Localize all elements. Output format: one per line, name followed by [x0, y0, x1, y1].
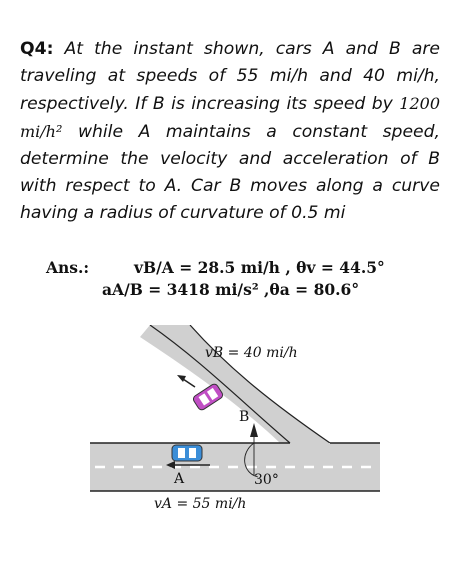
- curved-road: [140, 325, 330, 443]
- point-b-label: B: [239, 409, 250, 425]
- problem-figure: [80, 325, 380, 520]
- vb-label: vB = 40 mi/h: [205, 345, 298, 361]
- answer-label: Ans.:: [46, 258, 90, 277]
- car-a: [172, 445, 202, 461]
- question-number: Q4:: [20, 39, 54, 59]
- answer-velocity: vB/A = 28.5 mi/h , θv = 44.5°: [134, 258, 385, 277]
- road-diagram: [80, 325, 380, 520]
- point-a-label: A: [174, 471, 185, 487]
- answer-acceleration: aA/B = 3418 mi/s² ,θa = 80.6°: [102, 280, 360, 299]
- problem-text-part1: At the instant shown, cars A and B are traveling at speeds of 55 mi/h and 40 mi/h, respectively. If B is increasing its speed by: [20, 39, 440, 114]
- arrow-head: [250, 423, 258, 437]
- problem-statement: [20, 36, 440, 227]
- problem-math-value: 1200 mi/h²: [20, 94, 440, 141]
- angle-label: 30°: [254, 472, 279, 488]
- va-label: vA = 55 mi/h: [154, 496, 247, 512]
- problem-text-part2: while A maintains a constant speed, determine the velocity and acceleration of B with respect to A. Car B moves along a curve having a radius of curvature of 0.5 mi: [20, 122, 440, 223]
